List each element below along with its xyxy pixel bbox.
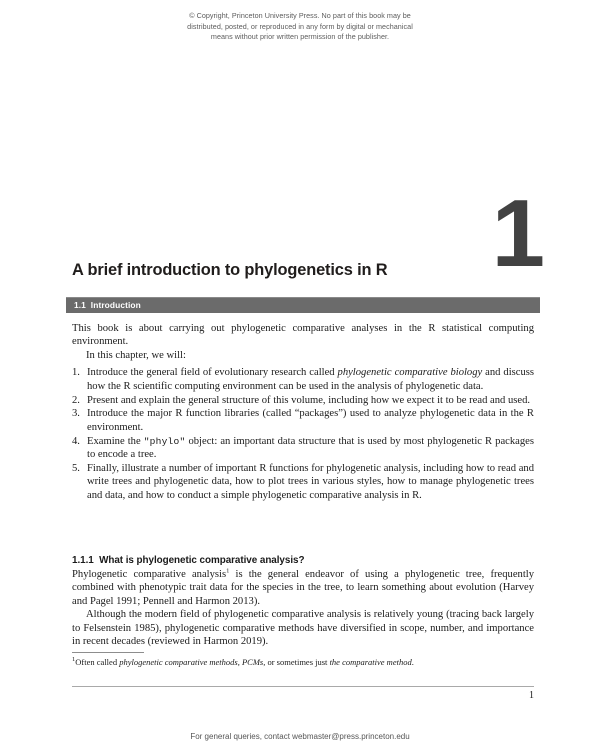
footnote-text-part-1: Often called xyxy=(75,657,120,667)
section-header-bar xyxy=(66,297,540,313)
site-footer: For general queries, contact webmaster@press.princeton.edu xyxy=(190,732,410,741)
chapter-title: A brief introduction to phylogenetics in R xyxy=(72,260,388,279)
copyright-line-3: means without prior written permission of the publisher. xyxy=(210,32,390,42)
chapter-outline-list xyxy=(72,366,534,502)
intro-paragraph-1: This book is about carrying out phylogenetic comparative analyses in the R statistical computing environment. xyxy=(72,323,534,348)
list-item-text: Introduce the general field of evolutionary research called xyxy=(87,367,338,379)
list-item xyxy=(72,366,534,393)
footnote-marker: 1 xyxy=(72,656,76,664)
intro-paragraph-2: In this chapter, we will: xyxy=(86,349,186,361)
list-item-text: Present and explain the general structure of this volume, including how we expect it to be read and used. xyxy=(87,394,531,406)
copyright-notice xyxy=(0,11,600,43)
list-item xyxy=(72,462,534,502)
list-item-text: and discuss how the R scientific computing environment can be used in the analysis of phylogenetic data. xyxy=(87,367,534,392)
subsection-heading: 1.1.1 What is phylogenetic comparative analysis? xyxy=(72,555,305,567)
section-body xyxy=(72,322,534,503)
footnote-text-part-2: , xyxy=(237,657,242,667)
section-header-label: 1.1 Introduction xyxy=(74,300,141,310)
list-item-text: object: an important data structure that is used by most phylogenetic R packages to encode a tree. xyxy=(87,435,534,461)
copyright-line-1: © Copyright, Princeton University Press. No part of this book may be xyxy=(189,11,411,20)
page-bottom-rule xyxy=(72,686,534,687)
list-item xyxy=(72,435,534,462)
subsection-body xyxy=(72,568,534,648)
footnote-italic-3: the comparative method xyxy=(329,657,412,667)
footnote-text-part-4: . xyxy=(411,657,414,667)
list-item xyxy=(72,394,534,407)
footnote-italic-2: PCMs xyxy=(241,657,264,667)
list-item-code: "phylo" xyxy=(143,435,186,447)
footnote-italic-1: phylogenetic comparative methods xyxy=(119,657,238,667)
list-item xyxy=(72,407,534,434)
subsection-paragraph-2: Although the modern field of phylogenetic comparative analysis is relatively young (tracing back largely to Felsenstein 1985), phylogenetic comparative methods have diversified in scope, number, and importance in recent decades (reviewed in Harmon 2019). xyxy=(72,609,534,648)
footnote xyxy=(72,657,534,668)
copyright-line-2: distributed, posted, or reproduced in any form by digital or mechanical xyxy=(187,21,413,31)
subsection-paragraph-1-text-a: Phylogenetic comparative analysis xyxy=(72,569,227,580)
subsection-paragraph-1 xyxy=(72,568,534,608)
chapter-number: 1 xyxy=(491,180,542,287)
footnote-reference-marker[interactable]: 1 xyxy=(226,567,230,575)
list-item-text: Introduce the major R function libraries (called “packages”) used to analyze phylogenetic data in the R environment. xyxy=(87,408,534,433)
footnote-text-part-3: , or sometimes just xyxy=(263,657,330,667)
list-item-emphasis: phylogenetic comparative biology xyxy=(337,367,483,379)
page-number: 1 xyxy=(529,690,534,701)
list-item-text: Examine the xyxy=(87,435,144,447)
subsection-paragraph-1-text-b: is the general endeavor of using a phylogenetic tree, frequently combined with phenotypic trait data for the species in the tree, to learn something about evolution (Harvey and Pagel 1991; Pennell and Harmon 2013). xyxy=(72,569,535,607)
list-item-text: Finally, illustrate a number of important R functions for phylogenetic analysis, including how to read and write trees and phylogenetic data, how to plot trees in various styles, how to manage phylogenetic trees and data, and how to conduct a simple phylogenetic comparative analysis in R. xyxy=(87,463,534,501)
footnote-separator-rule xyxy=(72,652,144,653)
